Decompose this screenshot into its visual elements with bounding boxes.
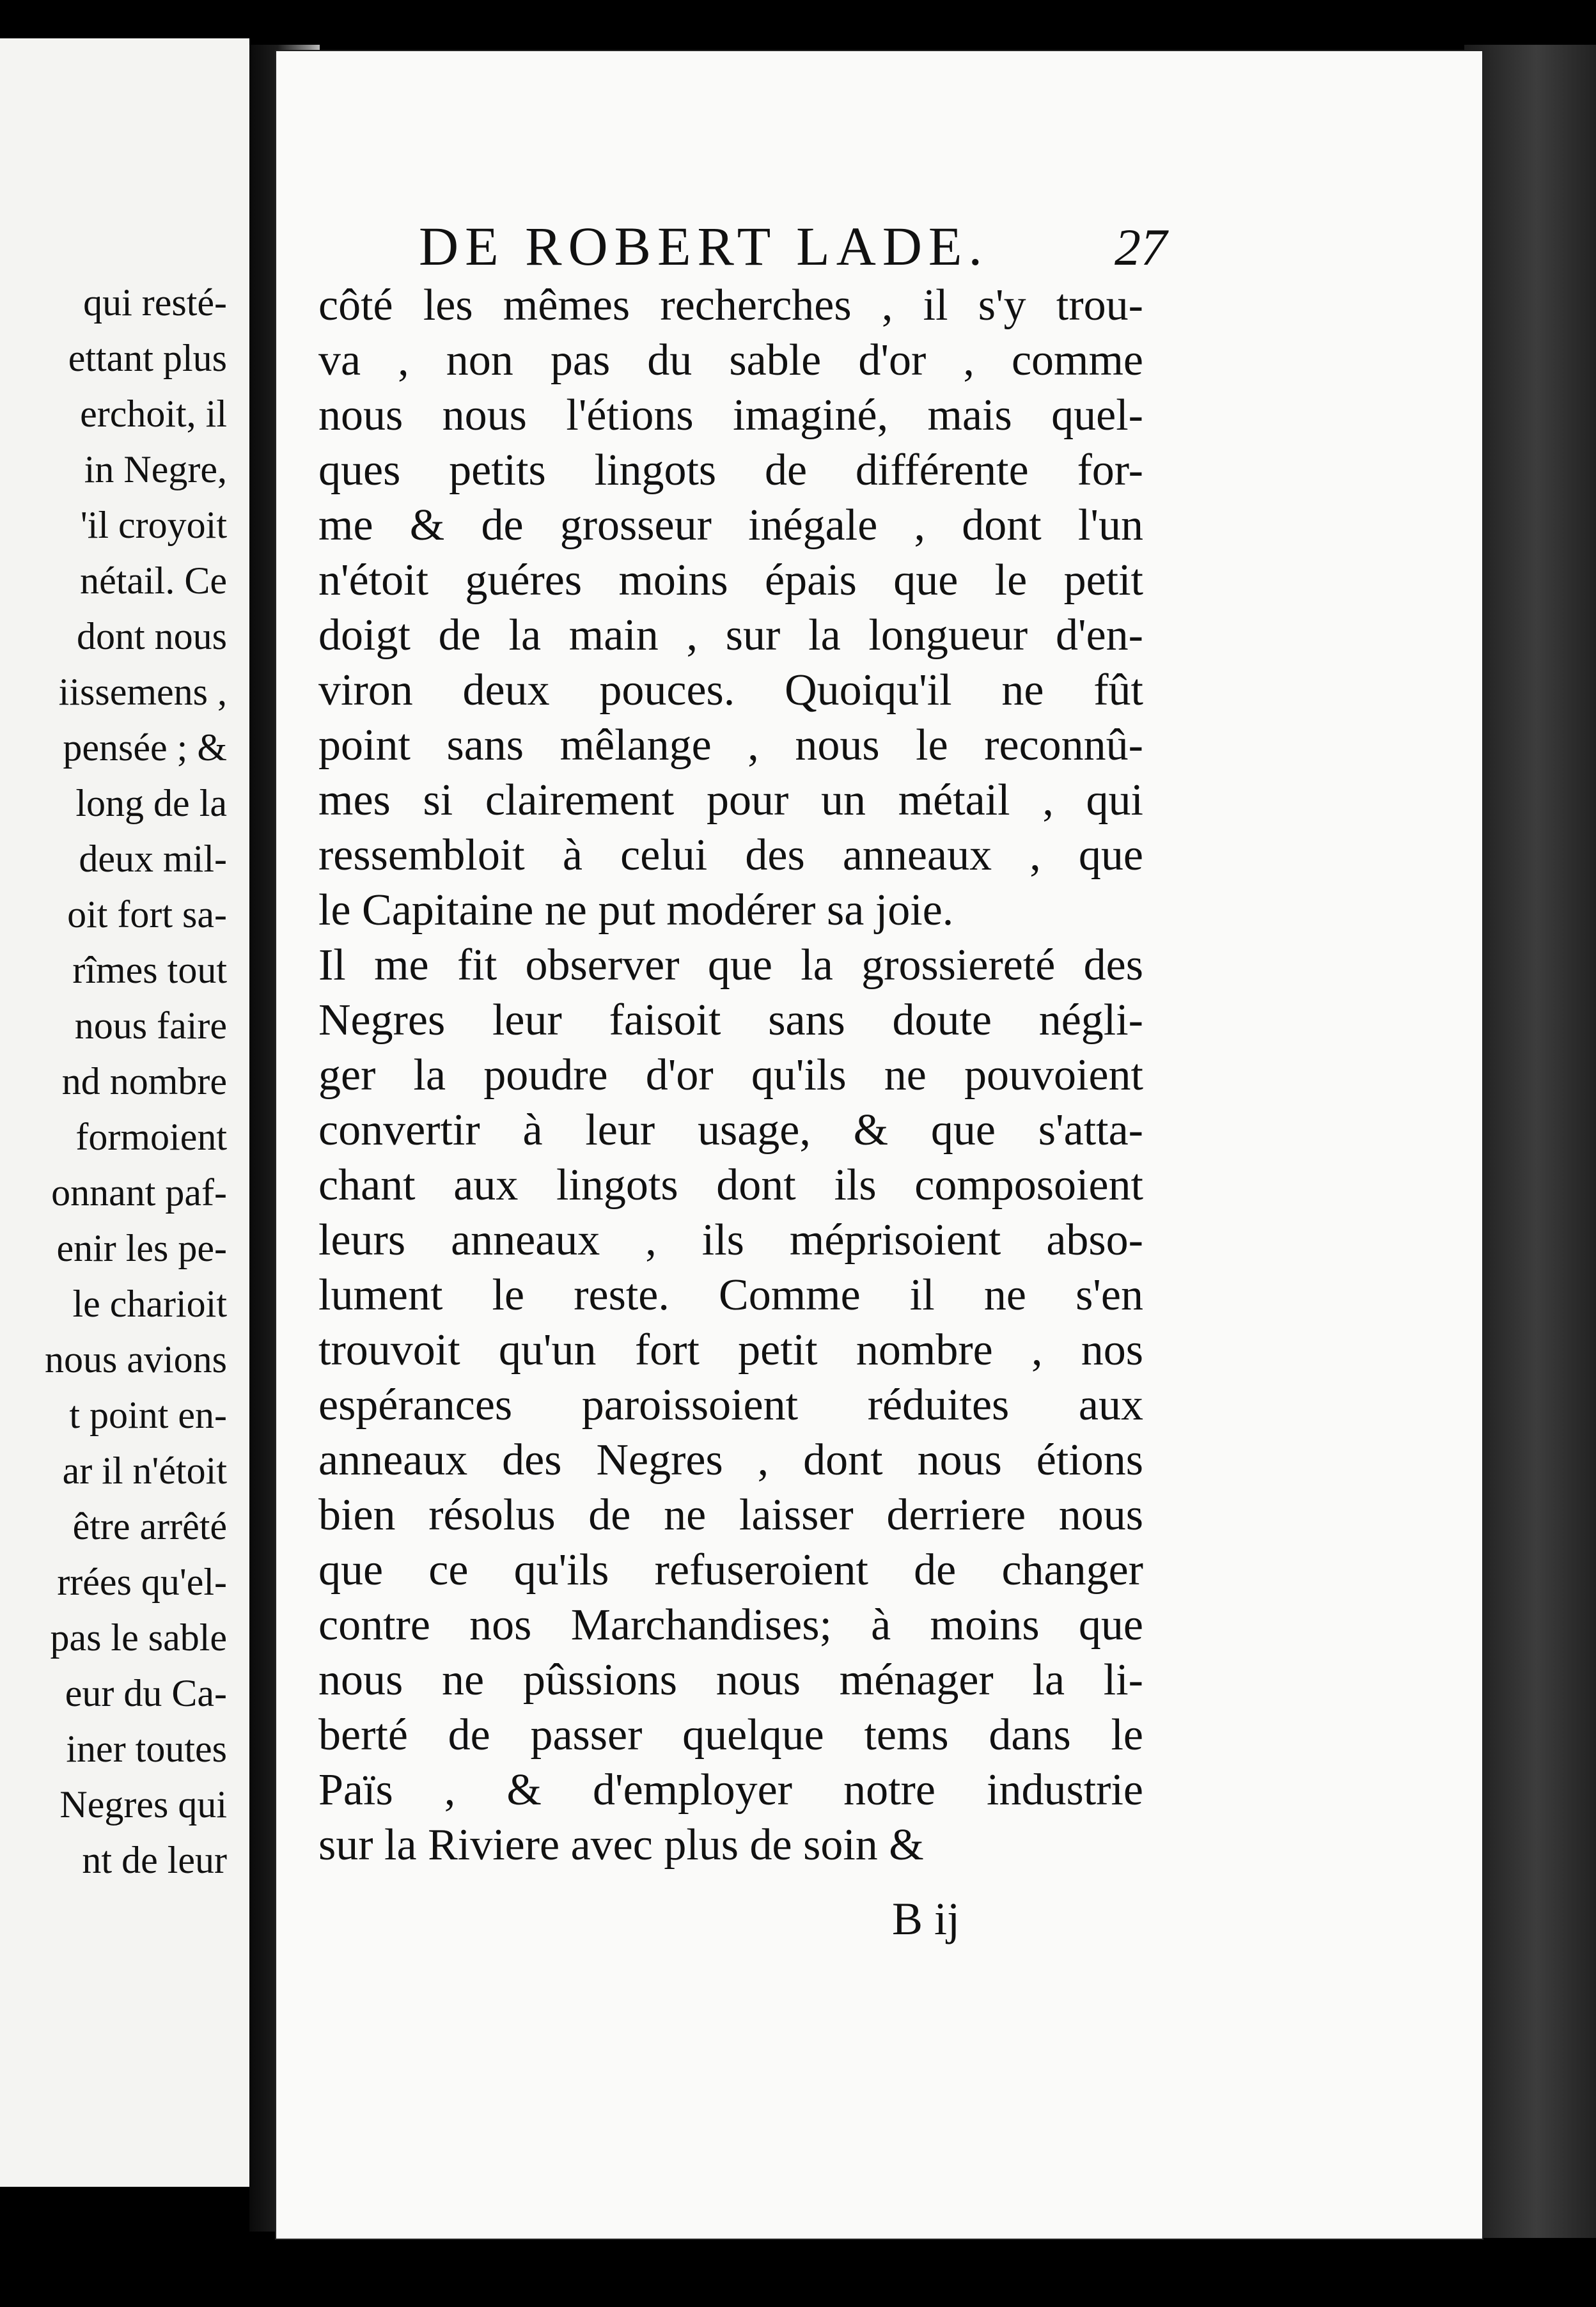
text-line: ger la poudre d'or qu'ils ne pouvoient — [318, 1051, 1143, 1100]
text-line: nous nous l'étions imaginé, mais quel- — [318, 391, 1143, 440]
left-page-line: eur du Ca- — [65, 1672, 227, 1714]
left-page-line: onnant paf- — [51, 1171, 227, 1214]
left-page-line: pensée ; & — [63, 726, 227, 769]
left-page — [0, 38, 249, 2187]
left-page-line: erchoit, il — [80, 393, 227, 435]
page-number: 27 — [1115, 218, 1167, 276]
left-page-line: Negres qui — [59, 1783, 227, 1826]
left-page-line: oit fort sa- — [67, 893, 227, 935]
right-page-edge — [1464, 45, 1596, 2270]
signature-mark: B ij — [892, 1893, 960, 1944]
text-line: espérances paroissoient réduites aux — [318, 1380, 1143, 1430]
text-line: sur la Riviere avec plus de soin & — [318, 1820, 924, 1870]
left-page-line: nt de leur — [82, 1839, 227, 1881]
left-page-line: iissemens , — [58, 671, 227, 713]
text-line: bien résolus de ne laisser derriere nous — [318, 1490, 1143, 1540]
text-line: me & de grosseur inégale , dont l'un — [318, 501, 1143, 550]
running-head — [419, 203, 1167, 277]
text-line: ques petits lingots de différente for- — [318, 446, 1143, 495]
left-page-line: ettant plus — [68, 337, 227, 379]
text-line: n'étoit guéres moins épais que le petit — [318, 556, 1143, 605]
text-line: ressembloit à celui des anneaux , que — [318, 831, 1143, 880]
text-line: Il me fit observer que la grossiereté des — [318, 941, 1143, 990]
left-page-line: nous avions — [45, 1338, 227, 1380]
left-page-line: ar il n'étoit — [62, 1450, 227, 1492]
left-page-line: nd nombre — [61, 1060, 227, 1102]
text-line: chant aux lingots dont ils composoient — [318, 1161, 1143, 1210]
text-line: anneaux des Negres , dont nous étions — [318, 1435, 1143, 1485]
left-page-line: pas le sable — [50, 1616, 227, 1659]
left-page-line: t point en- — [69, 1394, 227, 1436]
text-line: lument le reste. Comme il ne s'en — [318, 1271, 1143, 1320]
left-page-line: in Negre, — [84, 448, 227, 490]
left-page-line: rîmes tout — [72, 949, 227, 991]
text-line: doigt de la main , sur la longueur d'en- — [318, 611, 1143, 660]
text-line: le Capitaine ne put modérer sa joie. — [318, 886, 954, 935]
text-line: Negres leur faisoit sans doute négli- — [318, 996, 1143, 1045]
left-page-line: être arrêté — [72, 1505, 227, 1547]
left-page-text — [0, 275, 227, 1888]
text-line: contre nos Marchandises; à moins que — [318, 1600, 1143, 1650]
text-line: côté les mêmes recherches , il s'y trou- — [318, 281, 1143, 330]
text-line: Païs , & d'employer notre industrie — [318, 1765, 1143, 1815]
text-line: mes si clairement pour un métail , qui — [318, 776, 1143, 825]
left-page-line: long de la — [75, 782, 227, 824]
left-page-line: 'il croyoit — [80, 504, 227, 546]
left-page-line: enir les pe- — [56, 1227, 227, 1269]
text-line: berté de passer quelque tems dans le — [318, 1710, 1143, 1760]
left-page-line: qui resté- — [83, 281, 227, 324]
body-text — [318, 278, 1143, 1873]
text-line: que ce qu'ils refuseroient de changer — [318, 1545, 1143, 1595]
left-page-line: dont nous — [76, 615, 227, 657]
left-page-line: formoient — [75, 1116, 227, 1158]
text-line: convertir à leur usage, & que s'atta- — [318, 1106, 1143, 1155]
text-line: va , non pas du sable d'or , comme — [318, 336, 1143, 385]
text-line: point sans mêlange , nous le reconnû- — [318, 721, 1143, 770]
left-page-line: nous faire — [74, 1005, 227, 1047]
left-page-line: rrées qu'el- — [57, 1561, 227, 1603]
left-page-line: deux mil- — [79, 838, 227, 880]
left-page-line: nétail. Ce — [80, 559, 227, 602]
text-line: nous ne pûssions nous ménager la li- — [318, 1655, 1143, 1705]
left-page-line: iner toutes — [66, 1728, 227, 1770]
text-line: leurs anneaux , ils méprisoient abso- — [318, 1216, 1143, 1265]
text-line: viron deux pouces. Quoiqu'il ne fût — [318, 666, 1143, 715]
text-line: trouvoit qu'un fort petit nombre , nos — [318, 1326, 1143, 1375]
bottom-page-edge — [256, 2238, 1596, 2307]
running-head-title: DE ROBERT LADE. — [419, 215, 989, 277]
left-page-line: le charioit — [72, 1283, 227, 1325]
